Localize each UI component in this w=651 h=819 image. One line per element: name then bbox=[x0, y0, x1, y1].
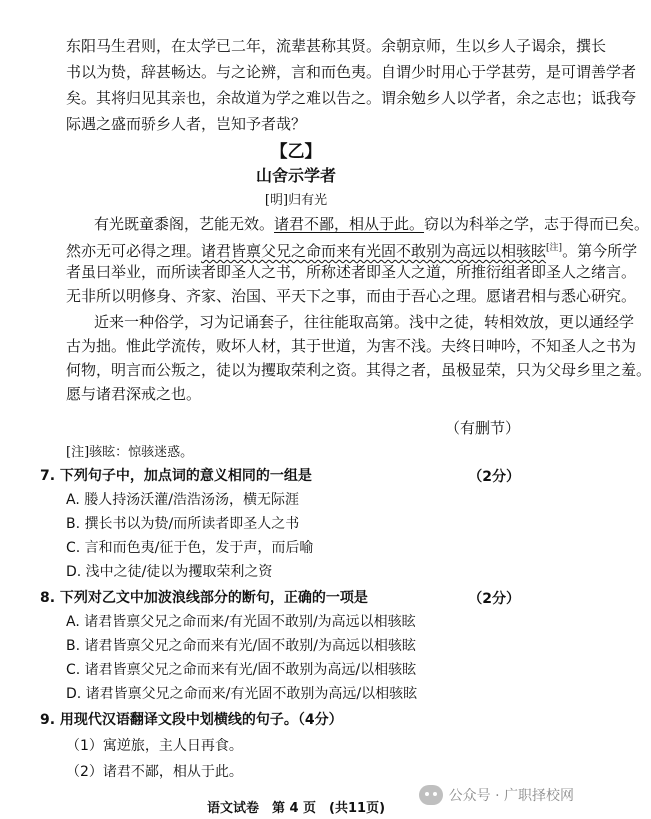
question-9-item-2: （2）诸君不鄙，相从于此。 bbox=[66, 764, 243, 780]
question-7-stem: 7. 下列句子中，加点词的意义相同的一组是 bbox=[40, 468, 312, 484]
passage-b-line-1: 有光既童黍阁，艺能无效。诸君不鄙，相从于此。窃以为科举之学，志于得而已矣。 bbox=[94, 215, 650, 233]
question-7-option-d: D. 浅中之徒/徒以为攫取荣利之资 bbox=[66, 564, 273, 580]
passage-b-line-6: 古为拙。惟此学流传，败坏人材，其于世道，为害不浅。夫终日呻吟，不知圣人之书为 bbox=[66, 337, 637, 355]
underlined-sentence: 诸君不鄙，相从于此。 bbox=[274, 215, 425, 233]
question-7-option-c: C. 言和而色夷/征于色，发于声，而后喻 bbox=[66, 540, 314, 556]
wavy-underlined-sentence: 诸君皆禀父兄之命而来有光固不敢别为高远以相骇眩 bbox=[201, 242, 547, 260]
question-9-item-1: （1）寓逆旅，主人日再食。 bbox=[66, 738, 243, 754]
question-8-option-c: C. 诸君皆禀父兄之命而来有光/固不敢别为高远/以相骇眩 bbox=[66, 662, 417, 678]
page-footer: 语文试卷 第 4 页 (共11页) bbox=[206, 801, 386, 816]
question-8-score: （2分） bbox=[468, 591, 520, 607]
passage-b-line-5: 近来一种俗学，习为记诵套子，往往能取高第。浅中之徒，转相效放，更以通经学 bbox=[94, 313, 635, 331]
question-7-option-a: A. 媵人持汤沃灌/浩浩汤汤，横无际涯 bbox=[66, 492, 299, 508]
question-9-stem: 9. 用现代汉语翻译文段中划横线的句子。（4分） bbox=[40, 712, 343, 728]
abridged-note: （有删节） bbox=[444, 419, 520, 437]
passage-b-line-4: 无非所以明修身、齐家、治国、平天下之事，而由于吾心之理。愿诸君相与悉心研究。 bbox=[66, 287, 637, 305]
question-8-option-a: A. 诸君皆禀父兄之命而来/有光固不敢别/为高远以相骇眩 bbox=[66, 614, 416, 630]
question-7-option-b: B. 撰长书以为贽/而所读者即圣人之书 bbox=[66, 516, 300, 532]
question-7-score: （2分） bbox=[468, 469, 520, 485]
passage-a-line-1: 东阳马生君则，在太学已二年，流辈甚称其贤。余朝京师，生以乡人子谒余，撰长 bbox=[66, 37, 607, 55]
footnote-marker: [注] bbox=[546, 243, 563, 253]
passage-b-line-2: 然亦无可必得之理。诸君皆禀父兄之命而来有光固不敢别为高远以相骇眩[注]。第今所学 bbox=[66, 242, 638, 260]
watermark bbox=[419, 785, 574, 805]
passage-a-line-3: 矣。其将归见其亲也，余故道为学之难以告之。谓余勉乡人以学者，余之志也；诋我夸 bbox=[66, 89, 637, 107]
passage-a-line-2: 书以为贽，辞甚畅达。与之论辨，言和而色夷。自谓少时用心于学甚劳，是可谓善学者 bbox=[66, 63, 637, 81]
question-8-stem: 8. 下列对乙文中加波浪线部分的断句，正确的一项是 bbox=[40, 590, 368, 606]
question-8-option-b: B. 诸君皆禀父兄之命而来有光/固不敢别/为高远以相骇眩 bbox=[66, 638, 416, 654]
passage-author: [明]归有光 bbox=[264, 193, 328, 208]
wechat-icon bbox=[419, 785, 443, 805]
watermark-text: 公众号 · 广职择校网 bbox=[448, 788, 574, 804]
passage-a-line-4: 际遇之盛而骄乡人者，岂知予者哉？ bbox=[66, 115, 307, 133]
passage-b-line-7: 何物，明言而公叛之，徒以为攫取荣利之资。其得之者，虽极显荣，只为父母乡里之羞。 bbox=[66, 361, 651, 379]
passage-b-line-3: 者虽曰举业，而所读者即圣人之书，所称述者即圣人之道，所推衍组者即圣人之绪言。 bbox=[66, 263, 637, 281]
section-mark: 【乙】 bbox=[270, 142, 322, 162]
passage-b-line-8: 愿与诸君深戒之也。 bbox=[66, 385, 202, 403]
question-8-option-d: D. 诸君皆禀父兄之命而来/有光固不敢别为高远/以相骇眩 bbox=[66, 686, 418, 702]
footnote: [注]骇眩：惊骇迷惑。 bbox=[66, 445, 194, 460]
passage-title: 山舍示学者 bbox=[255, 166, 336, 185]
